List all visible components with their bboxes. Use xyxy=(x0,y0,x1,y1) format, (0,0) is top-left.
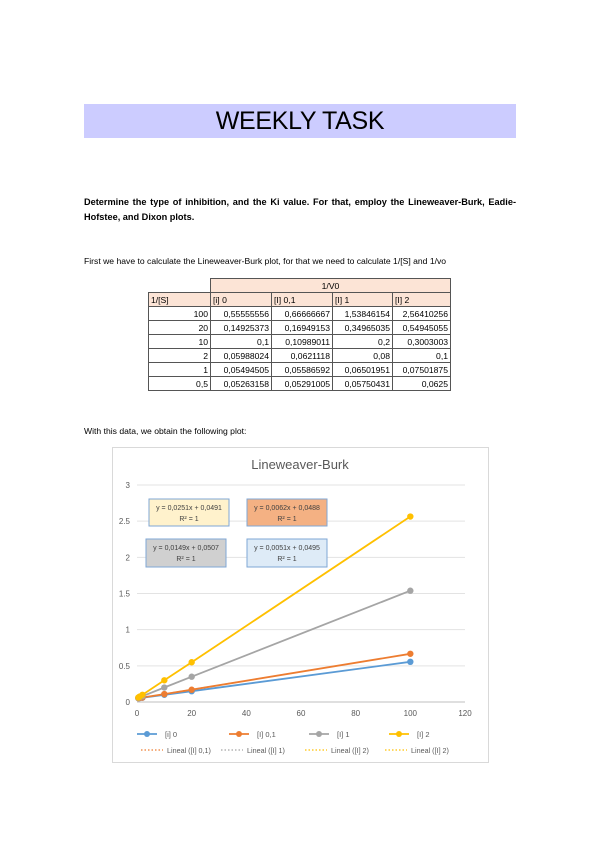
table-cell: 0,05494505 xyxy=(211,363,272,377)
r-squared-text: R² = 1 xyxy=(277,556,297,563)
table-cell: 0,0625 xyxy=(393,377,451,391)
legend-trend-label: Lineal ([I] 1) xyxy=(247,746,285,755)
table-row xyxy=(149,363,451,377)
lineweaver-burk-chart xyxy=(113,448,488,762)
data-table xyxy=(148,278,451,391)
equation-text: y = 0,0062x + 0,0488 xyxy=(254,505,320,512)
table-cell: 0,34965035 xyxy=(333,321,393,335)
data-point xyxy=(407,513,413,519)
table-cell: 0,06501951 xyxy=(333,363,393,377)
chart-title: Lineweaver-Burk xyxy=(251,457,349,472)
table-cell: 0,55555556 xyxy=(211,307,272,321)
table-group-header: 1/V0 xyxy=(211,279,451,293)
table-cell: 0,14925373 xyxy=(211,321,272,335)
table-row xyxy=(149,307,451,321)
equation-text: y = 0,0149x + 0,0507 xyxy=(153,545,219,552)
table-cell: 0,08 xyxy=(333,349,393,363)
x-tick-label: 20 xyxy=(187,709,197,718)
legend-marker xyxy=(236,731,242,737)
legend-trend-label: Lineal ([I] 0,1) xyxy=(167,746,211,755)
table-column-header: [i] 0 xyxy=(211,293,272,307)
data-point xyxy=(407,659,413,665)
table-row xyxy=(149,321,451,335)
table-cell: 0,05750431 xyxy=(333,377,393,391)
equation-text: y = 0,0051x + 0,0495 xyxy=(254,545,320,552)
table-cell: 0,10989011 xyxy=(272,335,333,349)
legend-label: [I] 1 xyxy=(337,730,350,739)
data-point xyxy=(188,674,194,680)
table-cell: 0,1 xyxy=(393,349,451,363)
legend-marker xyxy=(144,731,150,737)
table-cell: 0,66666667 xyxy=(272,307,333,321)
data-point xyxy=(188,659,194,665)
intro-text: First we have to calculate the Lineweaver-Burk plot, for that we need to calculate 1/[S] and 1/vo xyxy=(84,256,447,266)
table-column-header: [I] 1 xyxy=(333,293,393,307)
table-cell: 0,0621118 xyxy=(272,349,333,363)
table-cell: 1,53846154 xyxy=(333,307,393,321)
r-squared-text: R² = 1 xyxy=(179,516,199,523)
table-cell: 0,05291005 xyxy=(272,377,333,391)
table-cell: 1 xyxy=(149,363,211,377)
data-point xyxy=(139,692,145,698)
table-row xyxy=(149,349,451,363)
table-cell: 0,07501875 xyxy=(393,363,451,377)
task-statement: Determine the type of inhibition, and the Ki value. For that, employ the Lineweaver-Burk, Eadie-Hofstee, and Dixon plots. xyxy=(84,197,516,222)
data-point xyxy=(188,687,194,693)
table-row xyxy=(149,335,451,349)
table-cell: 0,05586592 xyxy=(272,363,333,377)
legend-label: [i] 0 xyxy=(165,730,178,739)
table-cell: 0,1 xyxy=(211,335,272,349)
table-cell: 0,05988024 xyxy=(211,349,272,363)
data-point xyxy=(407,588,413,594)
table-group-header-row xyxy=(149,279,451,293)
table-cell: 2,56410256 xyxy=(393,307,451,321)
table-cell: 0,3003003 xyxy=(393,335,451,349)
legend-marker xyxy=(316,731,322,737)
legend-label: [I] 2 xyxy=(417,730,430,739)
data-point xyxy=(161,677,167,683)
x-tick-label: 80 xyxy=(351,709,361,718)
table-cell: 0,05263158 xyxy=(211,377,272,391)
table-cell: 20 xyxy=(149,321,211,335)
x-tick-label: 120 xyxy=(458,709,472,718)
legend-label: [I] 0,1 xyxy=(257,730,276,739)
table-cell: 10 xyxy=(149,335,211,349)
y-tick-label: 1 xyxy=(125,625,130,635)
y-tick-label: 3 xyxy=(125,481,130,490)
x-tick-label: 60 xyxy=(296,709,306,718)
y-tick-label: 2 xyxy=(125,553,130,563)
table-header-row xyxy=(149,293,451,307)
x-tick-label: 100 xyxy=(403,709,418,718)
title-banner xyxy=(84,104,516,138)
chart-frame xyxy=(112,447,489,763)
table-column-header: [I] 2 xyxy=(393,293,451,307)
table-cell: 0,54945055 xyxy=(393,321,451,335)
table-cell: 0,16949153 xyxy=(272,321,333,335)
y-tick-label: 0.5 xyxy=(118,661,130,671)
data-point xyxy=(161,684,167,690)
legend-trend-label: Lineal ([I] 2) xyxy=(331,746,369,755)
page-title: WEEKLY TASK xyxy=(215,106,385,135)
data-point xyxy=(161,691,167,697)
equation-text: y = 0,0251x + 0,0491 xyxy=(156,505,222,512)
table-row xyxy=(149,377,451,391)
table-column-header: [I] 0,1 xyxy=(272,293,333,307)
legend-trend-label: Lineal ([I] 2) xyxy=(411,746,449,755)
with-data-text: With this data, we obtain the following plot: xyxy=(84,426,247,436)
r-squared-text: R² = 1 xyxy=(176,556,196,563)
x-tick-label: 40 xyxy=(241,709,251,718)
table-cell: 0,2 xyxy=(333,335,393,349)
x-tick-label: 0 xyxy=(134,709,140,718)
y-tick-label: 1.5 xyxy=(118,589,130,599)
table-cell: 0,5 xyxy=(149,377,211,391)
table-cell: 2 xyxy=(149,349,211,363)
y-tick-label: 0 xyxy=(125,698,130,707)
r-squared-text: R² = 1 xyxy=(277,516,297,523)
data-point xyxy=(407,651,413,657)
table-cell: 100 xyxy=(149,307,211,321)
y-tick-label: 2.5 xyxy=(118,517,130,527)
legend-marker xyxy=(396,731,402,737)
table-row-header: 1/[S] xyxy=(149,293,211,307)
